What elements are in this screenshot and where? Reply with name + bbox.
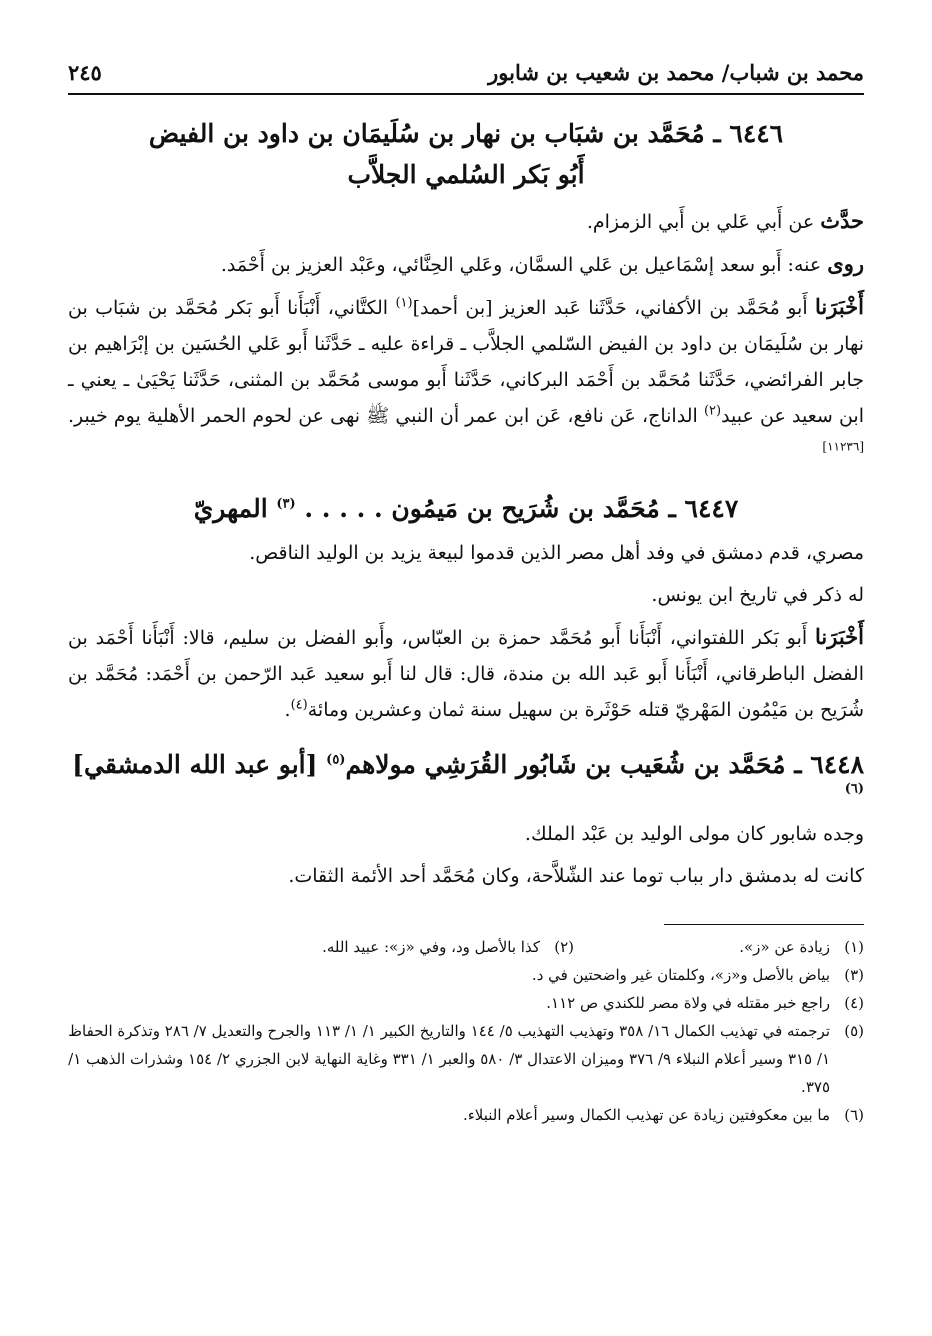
entry-6446-isnad — [68, 289, 864, 470]
footnote-1-number: (١) — [844, 938, 864, 956]
entry-6447-isnad — [68, 619, 864, 728]
footnote-pair-1-2 — [68, 933, 864, 961]
footnotes — [68, 933, 864, 1129]
entry-6448-title-main: ٦٤٤٨ ـ مُحَمَّد بن شُعَيب بن شَابُور القُرَشِي مولاهم — [345, 750, 864, 779]
entry-6446-hadath — [68, 203, 864, 240]
footnote-ref-1: (١) — [395, 295, 413, 311]
isnad-part-2: الكتَّاني، أَنْبَأَنا أَبو بَكر مُحَمَّد بن شبَاب بن نهار بن سُلَيمَان بن داود بن الفيض السّلمي الجلاَّب ـ قراءة عليه ـ حَدَّثَنا أَبو عَلي الحُسَين بن إبْرَاهيم بن جابر الفرائضي، حَدَّثَنا مُحَمَّد بن أَحْمَد البركاني، حَدَّثَنا أَبو موسى مُحَمَّد بن المثنى، حَدَّثَنا يَحْيَىٰ ـ يعني ـ ابن سعيد عن عبيد — [68, 297, 865, 427]
isnad-text: أَبو بَكر اللفتواني، أَنْبَأَنا أَبو مُحَمَّد حمزة بن العبّاس، وأَبو الفضل بن سليم، قالا: أَنْبَأَنا أَحْمَد بن الفضل الباطرقاني، أَنْبَأَنا أَبو عَبد الله بن مندة، قال: قال لنا أَبو سعيد عَبد الرّحمن بن أَحْمَد: مُحَمَّد بن شُرَيح بن مَيْمُون المَهْريّ قتله حَوْثَرة بن سهيل سنة ثمان وعشرين ومائة — [68, 627, 864, 721]
isnad-part-3: الداناج، عَن نافع، عَن ابن عمر أن النبي ﷺ نهى عن لحوم الحمر الأهلية يوم خيبر. — [68, 405, 698, 427]
rawa-label: روى — [827, 251, 864, 276]
entry-6446-rawa — [68, 246, 864, 283]
footnote-3-text: بياض بالأصل و«ز»، وكلمتان غير واضحتين في د. — [531, 966, 830, 984]
entry-6448-line-2: كانت له بدمشق دار بباب توما عند الشّلاَّحة، وكان مُحَمَّد أحد الأئمة الثقات. — [288, 865, 864, 887]
footnote-6-number: (٦) — [844, 1106, 864, 1124]
page-header — [68, 60, 864, 95]
isnad-part-1: أَبو مُحَمَّد بن الأكفاني، حَدَّثَنا عَبد العزيز [بن أحمد] — [412, 297, 808, 319]
footnote-5-text: ترجمته في تهذيب الكمال ١٦/ ٣٥٨ وتهذيب التهذيب ٥/ ١٤٤ والتاريخ الكبير ١/ ١/ ١١٣ والجرح والتعديل ٧/ ٢٨٦ وتذكرة الحفاظ ١/ ٣١٥ وسير أعلام النبلاء ٩/ ٣٧٦ وميزان الاعتدال ٣/ ٥٨٠ والعبر ١/ ٣٣١ وغاية النهاية لابن الجزري ٢/ ١٥٤ وشذرات الذهب ١/ ٣٧٥. — [68, 1022, 830, 1096]
footnote-ref-4: (٤) — [290, 697, 308, 713]
footnote-5-number: (٥) — [844, 1022, 864, 1040]
footnote-3-number: (٣) — [844, 966, 864, 984]
footnote-separator — [664, 924, 864, 925]
footnote-4-text: راجع خبر مقتله في ولاة مصر للكندي ص ١١٢. — [546, 994, 830, 1012]
isnad-end: . — [284, 699, 291, 721]
footnote-ref-3: (٣) — [276, 496, 296, 512]
running-head: محمد بن شباب/ محمد بن شعيب بن شابور — [488, 60, 864, 85]
entry-6447-title-end: المهريّ — [193, 494, 268, 523]
footnote-2-text: كذا بالأصل ود، وفي «ز»: عبيد الله. — [322, 938, 540, 956]
entry-6446-title: ٦٤٤٦ ـ مُحَمَّد بن شبَاب بن نهار بن سُلَيمَان بن داود بن الفيض — [148, 119, 784, 148]
akhbarana-label-2: أَخْبَرَنا — [815, 624, 864, 649]
entry-6447-description: مصري، قدم دمشق في وفد أهل مصر الذين قدموا لبيعة يزيد بن الوليد الناقص. — [249, 542, 864, 564]
page-number: ٢٤٥ — [68, 60, 102, 85]
book-page — [68, 60, 864, 1129]
footnote-1 — [574, 933, 864, 961]
footnote-4 — [68, 989, 864, 1017]
footnote-ref-5: (٥) — [326, 752, 346, 768]
hadath-text: عن أَبي عَلي بن أَبي الزمزام. — [586, 211, 815, 233]
footnote-2 — [284, 933, 574, 961]
footnote-2-number: (٢) — [554, 938, 574, 956]
footnote-5 — [68, 1017, 864, 1101]
entry-6446-subtitle: أَبُو بَكر السُلمي الجلاَّب — [347, 160, 585, 189]
footnote-6-text: ما بين معكوفتين زيادة عن تهذيب الكمال وسير أعلام النبلاء. — [462, 1106, 830, 1124]
entry-6447-mention: له ذكر في تاريخ ابن يونس. — [651, 584, 864, 606]
hadith-ref-code: [١١٢٣٦] — [822, 439, 864, 454]
rawa-text: عنه: أَبو سعد إسْمَاعيل بن عَلي السمَّان، وعَلي الحِنَّائي، وعَبْد العزيز بن أَحْمَد. — [220, 254, 822, 276]
entry-6448-title-bracket: [أبو عبد الله الدمشقي] — [72, 750, 318, 779]
footnote-ref-6: (٦) — [844, 781, 864, 797]
footnote-4-number: (٤) — [844, 994, 864, 1012]
entry-6447-title — [68, 494, 864, 523]
entry-6448-line-1: وجده شابور كان مولى الوليد بن عَبْد الملك. — [524, 823, 864, 845]
footnote-6 — [68, 1101, 864, 1129]
entry-6448-title — [68, 750, 864, 808]
akhbarana-label: أَخْبَرَنا — [815, 294, 864, 319]
footnote-ref-2: (٢) — [703, 403, 722, 419]
footnote-1-text: زيادة عن «ز». — [739, 938, 830, 956]
entry-6447-title-main: ٦٤٤٧ ـ مُحَمَّد بن شُرَيح بن مَيمُون . . . . . — [304, 494, 739, 523]
hadath-label: حدَّث — [820, 208, 864, 233]
footnote-3 — [68, 961, 864, 989]
